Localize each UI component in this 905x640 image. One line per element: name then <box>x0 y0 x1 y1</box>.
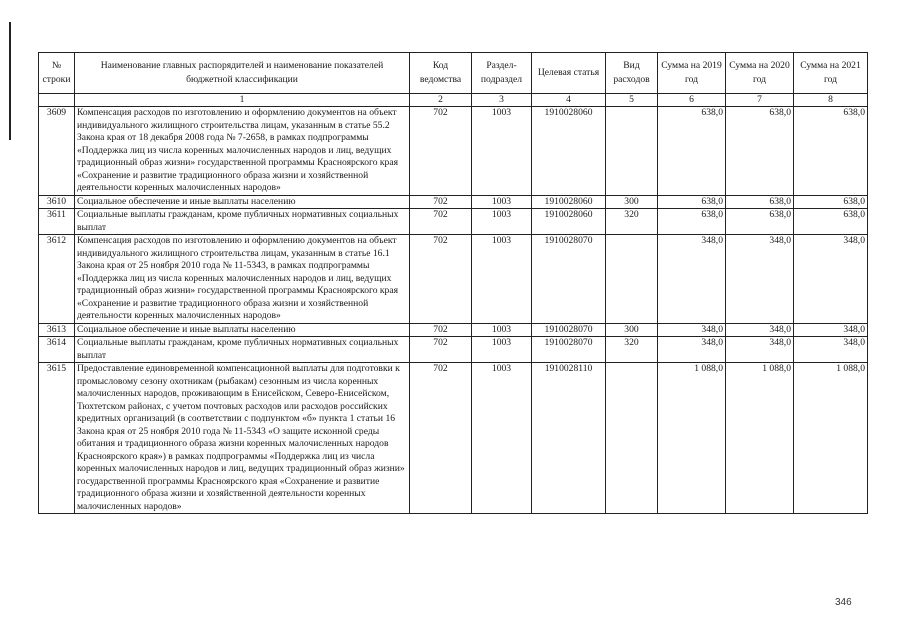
row-sum2019-cell: 638,0 <box>658 107 726 196</box>
row-vid-cell <box>606 363 658 514</box>
row-sum2019-cell: 638,0 <box>658 195 726 209</box>
row-sum2019-cell: 348,0 <box>658 323 726 337</box>
row-vid-cell <box>606 107 658 196</box>
column-number-cell: 1 <box>75 94 410 107</box>
row-sum2020-cell: 1 088,0 <box>726 363 794 514</box>
row-tselevaya-cell: 1910028110 <box>532 363 606 514</box>
table-row <box>39 209 868 235</box>
budget-table <box>38 52 868 514</box>
row-vid-cell: 300 <box>606 323 658 337</box>
row-kod-cell: 702 <box>410 363 472 514</box>
column-number-row <box>39 94 868 107</box>
header-tselevaya: Целевая статья <box>532 53 606 94</box>
column-number-cell: 3 <box>472 94 532 107</box>
row-sum2019-cell: 638,0 <box>658 209 726 235</box>
row-tselevaya-cell: 1910028070 <box>532 235 606 324</box>
row-sum2020-cell: 348,0 <box>726 235 794 324</box>
header-vid: Вид расходов <box>606 53 658 94</box>
row-number-cell: 3613 <box>39 323 75 337</box>
row-name-cell: Социальные выплаты гражданам, кроме публичных нормативных социальных выплат <box>75 209 410 235</box>
row-sum2019-cell: 1 088,0 <box>658 363 726 514</box>
column-number-cell: 2 <box>410 94 472 107</box>
row-number-cell: 3611 <box>39 209 75 235</box>
row-razdel-cell: 1003 <box>472 209 532 235</box>
row-number-cell: 3615 <box>39 363 75 514</box>
row-name-cell: Социальное обеспечение и иные выплаты населению <box>75 195 410 209</box>
row-sum2020-cell: 638,0 <box>726 195 794 209</box>
row-razdel-cell: 1003 <box>472 195 532 209</box>
row-vid-cell: 320 <box>606 337 658 363</box>
row-sum2020-cell: 348,0 <box>726 337 794 363</box>
row-name-cell: Социальные выплаты гражданам, кроме публичных нормативных социальных выплат <box>75 337 410 363</box>
page-number: 346 <box>835 597 852 608</box>
header-kod: Код ведомства <box>410 53 472 94</box>
table-row <box>39 235 868 324</box>
row-vid-cell: 300 <box>606 195 658 209</box>
table-row <box>39 363 868 514</box>
row-razdel-cell: 1003 <box>472 235 532 324</box>
row-kod-cell: 702 <box>410 323 472 337</box>
row-kod-cell: 702 <box>410 195 472 209</box>
row-kod-cell: 702 <box>410 107 472 196</box>
row-sum2020-cell: 638,0 <box>726 209 794 235</box>
row-kod-cell: 702 <box>410 209 472 235</box>
row-sum2019-cell: 348,0 <box>658 337 726 363</box>
row-razdel-cell: 1003 <box>472 363 532 514</box>
row-name-cell: Предоставление единовременной компенсационной выплаты для подготовки к промысловому сезону охотникам (рыбакам) сезонным из числа коренных малочисленных народов, проживающим в Енисейском, Северо-Енисейском, Тюхтетском районах, с учетом почтовых расходов или расходов российских кредитных организаций (в соответствии с подпунктом «б» пункта 1 статьи 16 Закона края от 25 ноября 2010 года № 11-5343 «О защите исконной среды обитания и традиционного образа жизни коренных малочисленных народов Красноярского края») в рамках подпрограммы «Поддержка лиц из числа коренных малочисленных народов и лиц, ведущих традиционный образ жизни» государственной программы Красноярского края «Сохранение и развитие традиционного образа жизни и хозяйственной деятельности коренных малочисленных народов» <box>75 363 410 514</box>
row-razdel-cell: 1003 <box>472 337 532 363</box>
row-razdel-cell: 1003 <box>472 107 532 196</box>
column-number-cell: 5 <box>606 94 658 107</box>
row-vid-cell <box>606 235 658 324</box>
row-kod-cell: 702 <box>410 337 472 363</box>
table-row <box>39 323 868 337</box>
table-row <box>39 107 868 196</box>
table-row <box>39 195 868 209</box>
header-name: Наименование главных распорядителей и наименование показателей бюджетной классификации <box>75 53 410 94</box>
header-razdel: Раздел-подраздел <box>472 53 532 94</box>
row-tselevaya-cell: 1910028060 <box>532 107 606 196</box>
row-sum2020-cell: 638,0 <box>726 107 794 196</box>
row-sum2019-cell: 348,0 <box>658 235 726 324</box>
table-row <box>39 337 868 363</box>
column-number-cell: 6 <box>658 94 726 107</box>
row-number-cell: 3609 <box>39 107 75 196</box>
row-tselevaya-cell: 1910028070 <box>532 323 606 337</box>
row-sum2021-cell: 638,0 <box>794 195 868 209</box>
row-tselevaya-cell: 1910028060 <box>532 209 606 235</box>
row-sum2020-cell: 348,0 <box>726 323 794 337</box>
row-vid-cell: 320 <box>606 209 658 235</box>
row-number-cell: 3610 <box>39 195 75 209</box>
header-sum2019: Сумма на 2019 год <box>658 53 726 94</box>
row-number-cell: 3612 <box>39 235 75 324</box>
table-header-row <box>39 53 868 94</box>
row-tselevaya-cell: 1910028070 <box>532 337 606 363</box>
column-number-cell: 7 <box>726 94 794 107</box>
scan-edge-line <box>9 22 11 140</box>
row-name-cell: Компенсация расходов по изготовлению и оформлению документов на объект индивидуального жилищного строительства лицам, указанным в статье 16.1 Закона края от 25 ноября 2010 года № 11-5343, в рамках подпрограммы «Поддержка лиц из числа коренных малочисленных народов и лиц, ведущих традиционный образ жизни» государственной программы Красноярского края «Сохранение и развитие традиционного образа жизни и хозяйственной деятельности коренных малочисленных народов» <box>75 235 410 324</box>
header-sum2020: Сумма на 2020 год <box>726 53 794 94</box>
row-sum2021-cell: 638,0 <box>794 107 868 196</box>
row-kod-cell: 702 <box>410 235 472 324</box>
row-sum2021-cell: 638,0 <box>794 209 868 235</box>
row-name-cell: Компенсация расходов по изготовлению и оформлению документов на объект индивидуального жилищного строительства лицам, указанным в статье 55.2 Закона края от 18 декабря 2008 года № 7-2658, в рамках подпрограммы «Поддержка лиц из числа коренных малочисленных народов и лиц, ведущих традиционный образ жизни» государственной программы Красноярского края «Сохранение и развитие традиционного образа жизни и хозяйственной деятельности коренных малочисленных народов» <box>75 107 410 196</box>
header-num: № строки <box>39 53 75 94</box>
row-number-cell: 3614 <box>39 337 75 363</box>
row-sum2021-cell: 348,0 <box>794 323 868 337</box>
column-number-cell <box>39 94 75 107</box>
row-name-cell: Социальное обеспечение и иные выплаты населению <box>75 323 410 337</box>
column-number-cell: 8 <box>794 94 868 107</box>
row-sum2021-cell: 348,0 <box>794 235 868 324</box>
header-sum2021: Сумма на 2021 год <box>794 53 868 94</box>
row-sum2021-cell: 1 088,0 <box>794 363 868 514</box>
row-tselevaya-cell: 1910028060 <box>532 195 606 209</box>
row-sum2021-cell: 348,0 <box>794 337 868 363</box>
row-razdel-cell: 1003 <box>472 323 532 337</box>
column-number-cell: 4 <box>532 94 606 107</box>
